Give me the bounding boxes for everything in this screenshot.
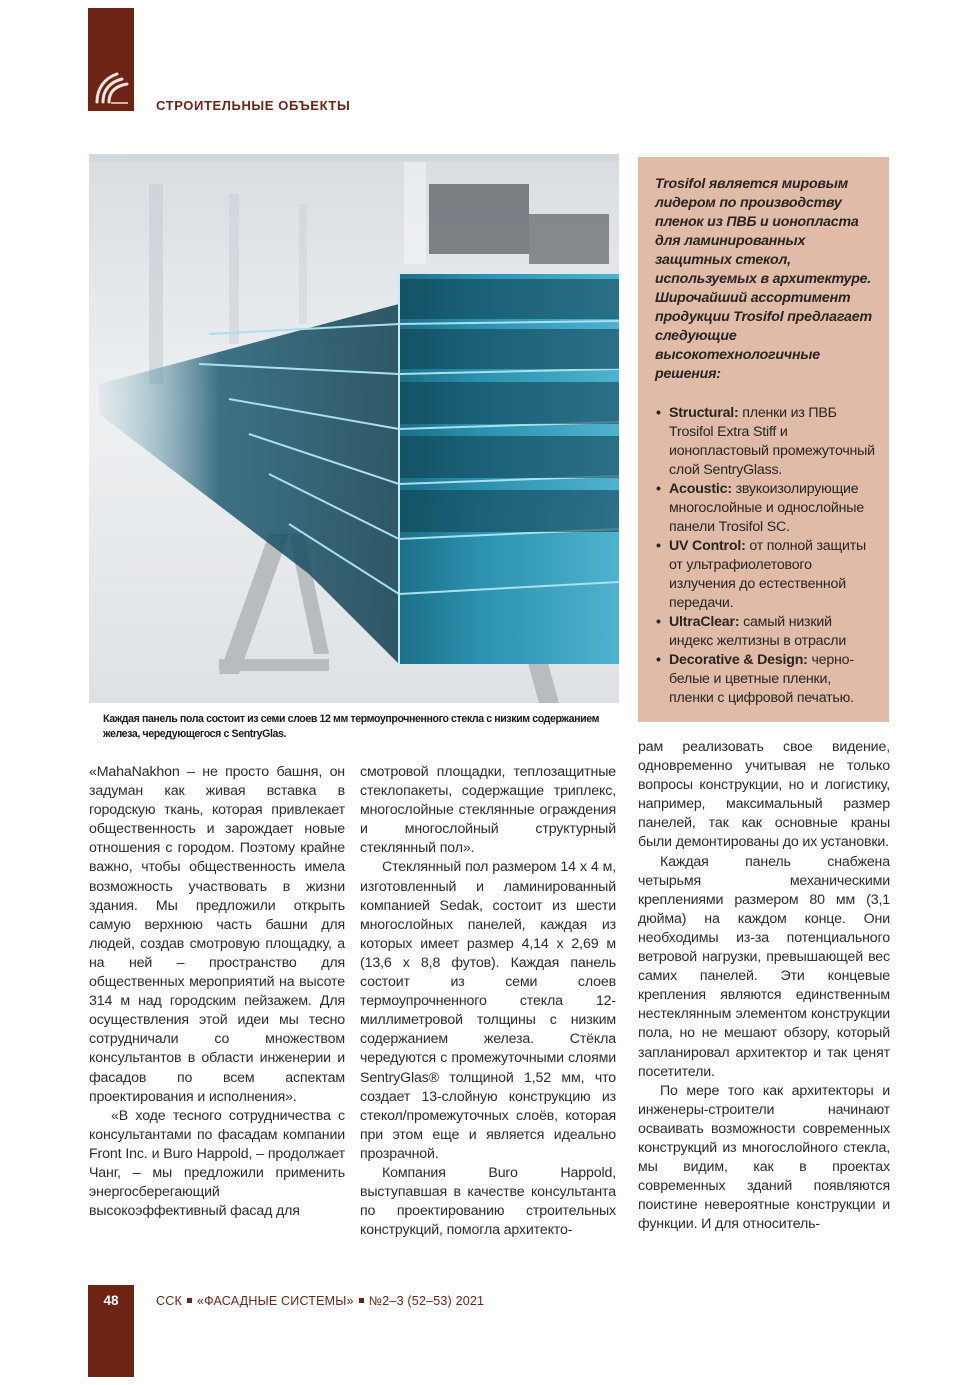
list-item-ultraclear	[655, 613, 877, 651]
article-column-2	[360, 763, 616, 1240]
article-column-3	[638, 738, 890, 1234]
trosifol-info-box	[638, 157, 889, 722]
paragraph: «MahaNakhon – не просто башня, он задуман как живая вставка в городскую ткань, которая привлекает общественность и зарождает новые отношения с городом. Поэтому крайне важно, чтобы общественность имела возможность участвовать в жизни здания. Мы предложили открыть самую верхнюю часть башни для людей, создав смотровую площадку, а на ней – пространство для общественных мероприятий на высоте 314 м над городским пейзажем. Для осуществления этой идеи мы тесно сотрудничали со множеством консультантов в области инженерии и фасадов по всем аспектам проектирования и исполнения».	[89, 764, 345, 1105]
page-number: 48	[103, 1293, 119, 1308]
item-text: черно-белые и цветные пленки, пленки с цифровой печатью.	[669, 652, 854, 706]
list-item-acoustic	[655, 480, 877, 537]
paragraph: «В ходе тесного сотрудничества с консультантами по фасадам компании Front Inc. и Buro Happold, – продолжает Чанг, – мы предложили применить энергосберегающий высокоэффективный фасад для	[89, 1107, 345, 1220]
item-text: самый низкий индекс желтизны в отрасли	[669, 614, 847, 649]
laminated-glass-panel-image	[89, 154, 619, 703]
section-title: СТРОИТЕЛЬНЫЕ ОБЪЕКТЫ	[156, 98, 351, 113]
footer-publisher: ССК	[156, 1294, 182, 1308]
item-text: звукоизолирующие многослойные и однослойные панели Trosifol SC.	[669, 481, 864, 535]
separator-square-icon	[359, 1298, 364, 1303]
article-photo	[89, 154, 619, 703]
footer-color-bar	[88, 1285, 134, 1377]
item-term: Decorative & Design:	[669, 652, 808, 668]
paragraph: По мере того как архитекторы и инженеры-строители начинают осваивать возможности современных конструкций из многослойного стекла, мы видим, как в проектах современных зданий появляются поистине невероятные конструкции и функции. И для относитель-	[638, 1082, 890, 1233]
separator-square-icon	[187, 1298, 192, 1303]
paragraph: смотровой площадки, теплозащитные стеклопакеты, содержащие триплекс, многослойные стеклянные ограждения и многослойный структурный стеклянный пол».	[360, 764, 616, 857]
sidebar-intro: Trosifol является мировым лидером по производству пленок из ПВБ и ионопласта для ламинированных защитных стекол, используемых в архитектуре. Широчайший ассортимент продукции Trosifol предлагает следующие высокотехнологичные решения:	[655, 176, 872, 382]
item-text: пленки из ПВБ Trosifol Extra Stiff и ионопластовый промежуточный слой SentryGlass.	[669, 405, 875, 478]
footer-publication-info	[156, 1294, 484, 1308]
item-text: от полной защиты от ультрафиолетового излучения до естественной передачи.	[669, 538, 866, 611]
paragraph: Стеклянный пол размером 14 х 4 м, изготовленный и ламинированный компанией Sedak, состоит из шести многослойных панелей, каждая из которых имеет размер 4,14 х 2,69 м (13,6 х 8,8 футов). Каждая панель состоит из семи слоев термоупрочненного стекла 12-миллиметровой толщины с низким содержанием железа. Стёкла чередуются с промежуточными слоями SentryGlas® толщиной 1,52 мм, что создает 13-слойную конструкцию из стекол/промежуточных слоёв, которая при этом еще и является идеально прозрачной.	[360, 859, 616, 1162]
footer-issue: №2–3 (52–53) 2021	[368, 1294, 485, 1308]
header-color-bar	[88, 8, 134, 111]
list-item-decorative-design	[655, 651, 877, 708]
article-column-1	[89, 763, 345, 1221]
item-term: UV Control:	[669, 538, 746, 554]
photo-caption: Каждая панель пола состоит из семи слоев 12 мм термоупрочненного стекла с низким содержанием железа, чередующегося с SentryGlas.	[103, 713, 600, 740]
footer-magazine: «ФАСАДНЫЕ СИСТЕМЫ»	[196, 1294, 354, 1308]
paragraph: Каждая панель снабжена четырьмя механическими креплениями размером 80 мм (3,1 дюйма) на каждом конце. Они необходимы из-за потенциального ветровой нагрузки, превышающей вес самих панелей. Эти концевые крепления являются единственным нестеклянным элементом конструкции пола, но не мешают обзору, который запланировал архитектор и так ценят посетители.	[638, 853, 890, 1080]
list-item-uv-control	[655, 537, 877, 613]
publisher-logo-icon	[91, 70, 131, 106]
paragraph: Компания Buro Happold, выступавшая в качестве консультанта по проектированию строительных конструкций, помогла архитекто-	[360, 1164, 616, 1239]
solutions-list	[655, 404, 877, 708]
item-term: Acoustic:	[669, 481, 732, 497]
list-item-structural	[655, 404, 877, 480]
item-term: UltraClear:	[669, 614, 740, 630]
paragraph: рам реализовать свое видение, одновременно учитывая не только вопросы конструкции, но и логистику, например, максимальный размер панелей, так как основные краны были демонтированы до их установки.	[638, 739, 890, 851]
item-term: Structural:	[669, 405, 739, 421]
